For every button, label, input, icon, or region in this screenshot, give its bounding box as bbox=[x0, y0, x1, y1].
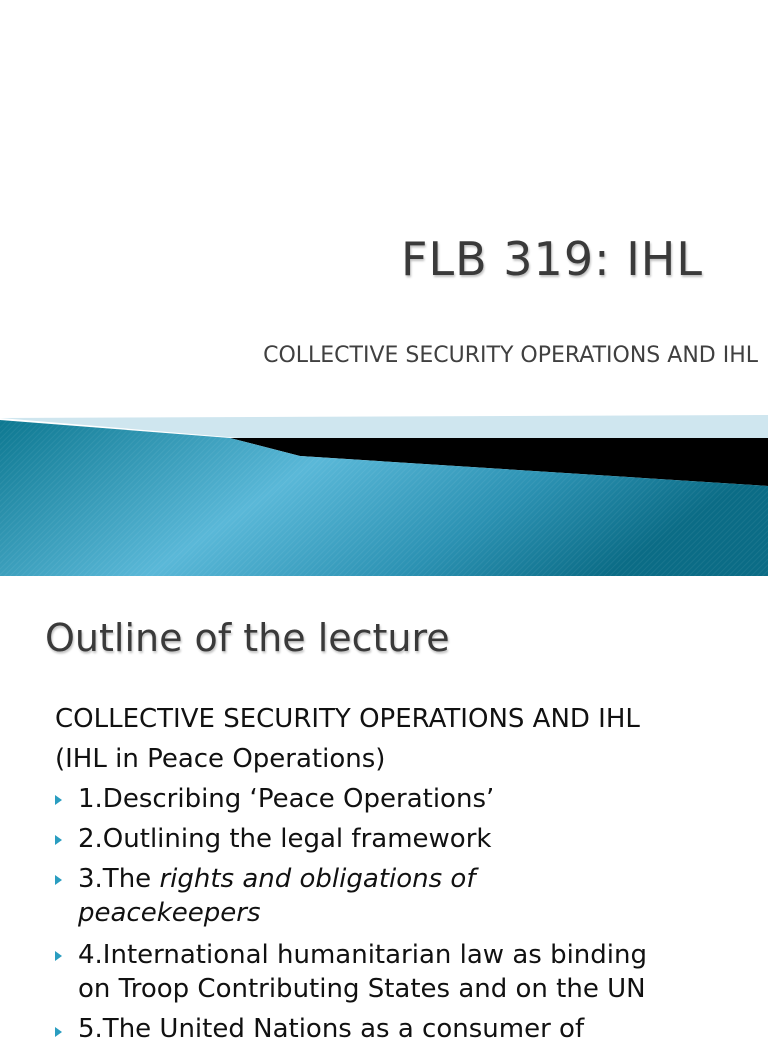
intro-line-2: (IHL in Peace Operations) bbox=[55, 744, 386, 774]
bullet-arrow-icon bbox=[55, 951, 62, 961]
bullet-4-line-1: 4.International humanitarian law as binding bbox=[78, 940, 647, 970]
decorative-wave-band bbox=[0, 410, 768, 576]
outline-title: Outline of the lecture bbox=[45, 616, 450, 660]
bullet-3-prefix: 3.The bbox=[78, 864, 160, 894]
bullet-4-line-2: on Troop Contributing States and on the UN bbox=[78, 974, 646, 1004]
bullet-item-2: 2.Outlining the legal framework bbox=[78, 824, 492, 854]
bullet-arrow-icon bbox=[55, 875, 62, 885]
bullet-arrow-icon bbox=[55, 795, 62, 805]
outline-slide bbox=[0, 576, 768, 1044]
bullet-item-5: 5.The United Nations as a consumer of bbox=[78, 1014, 585, 1044]
bullet-arrow-icon bbox=[55, 1027, 62, 1037]
bullet-arrow-icon bbox=[55, 835, 62, 845]
bullet-3-italic-2: peacekeepers bbox=[78, 898, 261, 928]
intro-line-1: COLLECTIVE SECURITY OPERATIONS AND IHL bbox=[55, 704, 640, 734]
bullet-3-italic-1: rights and obligations of bbox=[159, 864, 476, 894]
slide-title: FLB 319: IHL bbox=[401, 232, 703, 286]
bullet-item-4 bbox=[78, 938, 758, 1006]
bullet-item-1: 1.Describing ‘Peace Operations’ bbox=[78, 784, 495, 814]
bullet-item-3 bbox=[78, 862, 758, 930]
slide-subtitle: COLLECTIVE SECURITY OPERATIONS AND IHL bbox=[263, 343, 758, 368]
